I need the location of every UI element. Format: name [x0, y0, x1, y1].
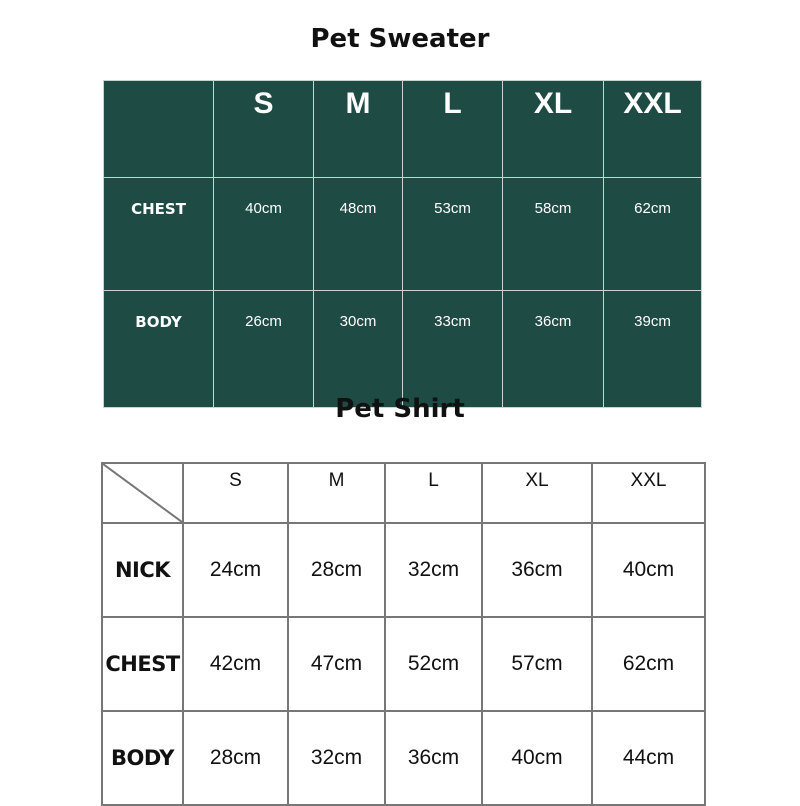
sweater-cell: 39cm: [604, 291, 702, 408]
shirt-cell: 36cm: [385, 711, 482, 805]
shirt-cell: 44cm: [592, 711, 705, 805]
shirt-size-table: [101, 462, 706, 806]
sweater-cell: 40cm: [214, 178, 314, 291]
sweater-title: Pet Sweater: [310, 24, 490, 54]
sweater-cell: 36cm: [503, 291, 604, 408]
sweater-size-xxl: XXL: [604, 81, 702, 178]
sweater-row-label: BODY: [104, 291, 214, 408]
sweater-cell: 58cm: [503, 178, 604, 291]
sweater-size-s: S: [214, 81, 314, 178]
shirt-cell: 28cm: [183, 711, 288, 805]
shirt-size-xxl: XXL: [592, 463, 705, 523]
shirt-cell: 47cm: [288, 617, 385, 711]
shirt-row-nick: [102, 523, 705, 617]
shirt-cell: 32cm: [288, 711, 385, 805]
sweater-size-table: [103, 80, 702, 408]
shirt-cell: 28cm: [288, 523, 385, 617]
shirt-row-label: BODY: [102, 711, 183, 805]
sweater-cell: 62cm: [604, 178, 702, 291]
shirt-row-label: CHEST: [102, 617, 183, 711]
shirt-size-l: L: [385, 463, 482, 523]
shirt-cell: 36cm: [482, 523, 592, 617]
sweater-cell: 53cm: [403, 178, 503, 291]
sweater-size-l: L: [403, 81, 503, 178]
shirt-row-body: [102, 711, 705, 805]
sweater-cell: 26cm: [214, 291, 314, 408]
shirt-header-row: [102, 463, 705, 523]
sweater-cell: 30cm: [314, 291, 403, 408]
sweater-cell: 33cm: [403, 291, 503, 408]
sweater-corner-cell: [104, 81, 214, 178]
sweater-row-chest: [104, 178, 702, 291]
sweater-header-row: [104, 81, 702, 178]
sweater-size-xl: XL: [503, 81, 604, 178]
sweater-size-m: M: [314, 81, 403, 178]
shirt-cell: 40cm: [592, 523, 705, 617]
shirt-title: Pet Shirt: [335, 394, 465, 424]
shirt-row-label: NICK: [102, 523, 183, 617]
shirt-size-xl: XL: [482, 463, 592, 523]
shirt-cell: 42cm: [183, 617, 288, 711]
shirt-cell: 40cm: [482, 711, 592, 805]
shirt-size-s: S: [183, 463, 288, 523]
sweater-cell: 48cm: [314, 178, 403, 291]
diagonal-divider-icon: [103, 464, 182, 522]
shirt-cell: 52cm: [385, 617, 482, 711]
shirt-row-chest: [102, 617, 705, 711]
shirt-cell: 57cm: [482, 617, 592, 711]
sweater-row-body: [104, 291, 702, 408]
sweater-row-label: CHEST: [104, 178, 214, 291]
shirt-cell: 32cm: [385, 523, 482, 617]
shirt-size-m: M: [288, 463, 385, 523]
shirt-cell: 62cm: [592, 617, 705, 711]
shirt-cell: 24cm: [183, 523, 288, 617]
shirt-corner-cell: [102, 463, 183, 523]
